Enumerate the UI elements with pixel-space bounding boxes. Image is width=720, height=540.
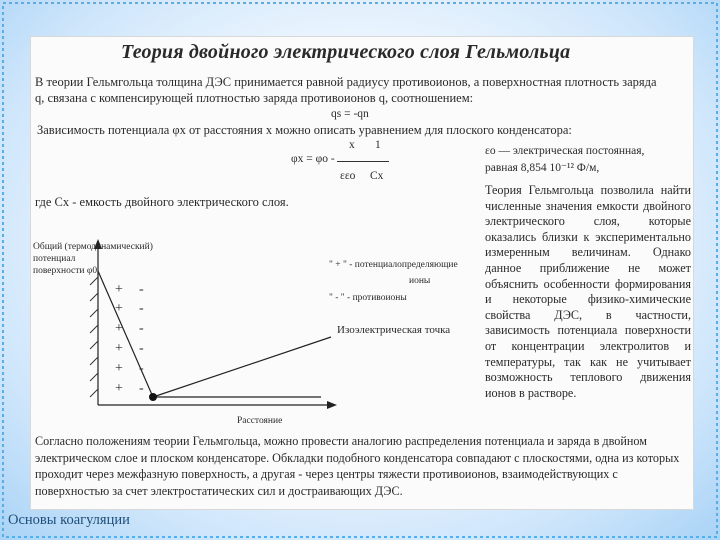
eq-frac2-num: 1 <box>375 139 381 151</box>
intro-line-2: q, связана с компенсирующей плотностью заряда противоионов q, соотношением: <box>35 91 474 105</box>
charge-equation: qs = -qn <box>331 108 369 120</box>
minus-ion: - <box>139 381 144 396</box>
plus-ion: + <box>115 321 123 336</box>
minus-ion: - <box>139 321 144 336</box>
x-axis-arrow <box>327 401 337 409</box>
capacity-line: где Cx - емкость двойного электрического слоя. <box>35 195 289 209</box>
doc-title: Теория двойного электрического слоя Гельмольца <box>121 41 571 63</box>
ylabel-line-3: поверхности φ0 <box>33 266 98 276</box>
isoelectric-label: Изоэлектрическая точка <box>337 324 451 336</box>
plus-ion: + <box>115 361 123 376</box>
legend-minus: " - " - противоионы <box>329 293 407 303</box>
ylabel-line-1: Общий (термодинамический) <box>33 242 153 252</box>
minus-ion: - <box>139 361 144 376</box>
plus-ion: + <box>115 341 123 356</box>
plus-ion: + <box>115 301 123 316</box>
potential-line: Зависимость потенциала φx от расстояния x можно описать уравнением для плоского конденсатора: <box>37 123 572 137</box>
isoelectric-point <box>149 393 157 401</box>
eq-frac1-bar <box>337 161 367 162</box>
helmholtz-diagram <box>31 237 491 433</box>
scanned-page <box>30 36 694 510</box>
minus-ion: - <box>139 341 144 356</box>
xlabel: Расстояние <box>237 416 283 426</box>
legend-plus-2: ионы <box>409 276 431 286</box>
eq-phi: φx = φo - <box>291 153 335 165</box>
ylabel-line-2: потенциал <box>33 254 76 264</box>
eq-frac1-den: εεo <box>340 170 356 182</box>
eps-note-2: равная 8,854 10⁻¹² Ф/м, <box>485 162 600 174</box>
minus-ion: - <box>139 282 144 297</box>
intro-line-1: В теории Гельмгольца толщина ДЭС принимается равной радиусу противоионов, а поверхностная плотность заряда <box>35 75 657 89</box>
eq-frac2-den: Cx <box>370 170 384 182</box>
potential-line-drop <box>98 271 153 397</box>
eps-note-1: εo — электрическая постоянная, <box>485 145 645 157</box>
right-paragraph: Теория Гельмгольца позволила найти численные значения емкости двойного электрического слоя, которые оказались близки к экспериментально измеренным величинам. Однако данное приближение не может объяснить особенности формирования и некоторые физико-химические свойства ДЭС, в частности, зависимость потенциала поверхности от концентрации электролитов и температуры, так как не учитывает возможность теплового движения ионов в растворе. <box>485 183 691 400</box>
legend-plus: " + " - потенциалопределяющие <box>329 260 458 270</box>
eq-frac1-num: x <box>349 139 355 151</box>
minus-ion: - <box>139 301 144 316</box>
bottom-paragraph: Согласно положениям теории Гельмгольца, можно провести аналогию распределения потенциала и заряда в двойном электрическом слое и плоском конденсаторе. Обкладки подобного конденсатора совпадают с плоскостями, одна из которых проходит через межфазную поверхность, а другая - через центры тяжести противоионов, взаимодействующих с поверхностью за счет электростатических сил и достраивающих ДЭС. <box>35 434 680 498</box>
isoelectric-leader <box>153 337 331 397</box>
plus-ion: + <box>115 282 123 297</box>
eq-frac2-bar <box>367 161 389 162</box>
plus-ion: + <box>115 381 123 396</box>
slide-footer-label: Основы коагуляции <box>8 512 130 528</box>
